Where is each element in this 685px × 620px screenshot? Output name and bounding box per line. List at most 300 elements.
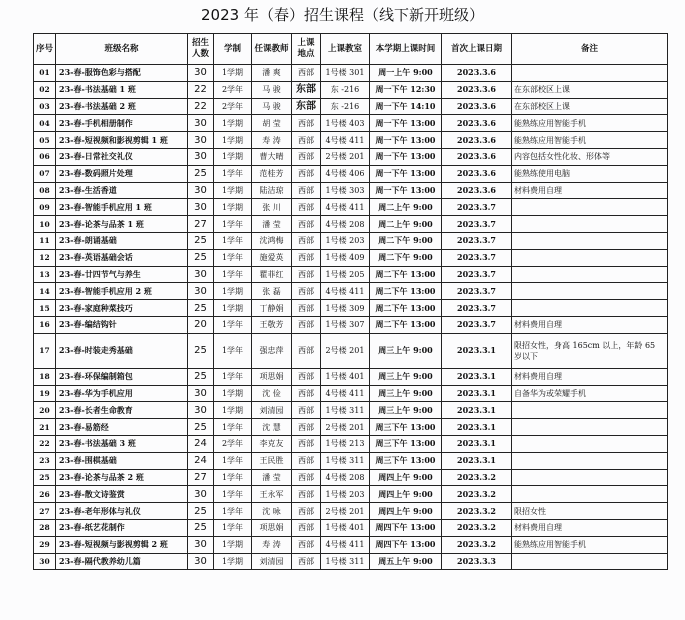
cell-room: 1号楼 309: [321, 300, 370, 317]
cell-seq: 17: [34, 333, 56, 368]
cell-class-name: 23-春-廿四节气与养生: [56, 266, 188, 283]
cell-time: 周一上午 9:00: [370, 65, 442, 82]
cell-term: 1学年: [214, 469, 252, 486]
cell-teacher: 刘清园: [252, 402, 292, 419]
cell-class-name: 23-春-英语基础会话: [56, 249, 188, 266]
header-note: 备注: [512, 34, 668, 65]
cell-note: 限招女性，身高 165cm 以上，年龄 65 岁以下: [512, 333, 668, 368]
cell-room: 1号楼 401: [321, 368, 370, 385]
cell-class-name: 23-春-时装走秀基础: [56, 333, 188, 368]
cell-place: 东部: [292, 81, 321, 98]
cell-term: 1学年: [214, 503, 252, 520]
table-row: [34, 65, 668, 82]
table-row: [34, 98, 668, 115]
cell-room: 1号楼 303: [321, 182, 370, 199]
table-row: [34, 486, 668, 503]
cell-term: 1学年: [214, 333, 252, 368]
cell-room: 2号楼 201: [321, 419, 370, 436]
header-teacher: 任课教师: [252, 34, 292, 65]
cell-count: 20: [188, 316, 214, 333]
cell-time: 周三下午 13:00: [370, 419, 442, 436]
cell-teacher: 项思娟: [252, 519, 292, 536]
cell-class-name: 23-春-老年形体与礼仪: [56, 503, 188, 520]
cell-time: 周四上午 9:00: [370, 486, 442, 503]
course-table: [33, 33, 668, 570]
cell-room: 1号楼 205: [321, 266, 370, 283]
cell-room: 4号楼 411: [321, 199, 370, 216]
cell-time: 周二上午 9:00: [370, 199, 442, 216]
cell-note: [512, 199, 668, 216]
cell-room: 1号楼 311: [321, 553, 370, 570]
cell-count: 27: [188, 216, 214, 233]
cell-place: 西部: [292, 368, 321, 385]
cell-count: 30: [188, 132, 214, 149]
cell-date: 2023.3.1: [442, 402, 512, 419]
cell-class-name: 23-春-围棋基础: [56, 452, 188, 469]
cell-term: 1学年: [214, 216, 252, 233]
cell-count: 30: [188, 385, 214, 402]
cell-count: 25: [188, 249, 214, 266]
cell-teacher: 陆洁琼: [252, 182, 292, 199]
cell-note: [512, 266, 668, 283]
cell-date: 2023.3.7: [442, 300, 512, 317]
cell-teacher: 王永军: [252, 486, 292, 503]
cell-term: 1学期: [214, 199, 252, 216]
cell-time: 周三上午 9:00: [370, 333, 442, 368]
cell-class-name: 23-春-生活香道: [56, 182, 188, 199]
cell-place: 西部: [292, 182, 321, 199]
cell-note: [512, 452, 668, 469]
cell-teacher: 潘 爽: [252, 65, 292, 82]
table-row: [34, 283, 668, 300]
cell-date: 2023.3.6: [442, 165, 512, 182]
table-row: [34, 216, 668, 233]
cell-place: 西部: [292, 553, 321, 570]
cell-teacher: 瞿菲红: [252, 266, 292, 283]
cell-class-name: 23-春-长者生命教育: [56, 402, 188, 419]
cell-class-name: 23-春-智能手机应用 2 班: [56, 283, 188, 300]
cell-teacher: 沈 俭: [252, 385, 292, 402]
cell-place: 西部: [292, 435, 321, 452]
cell-place: 西部: [292, 333, 321, 368]
table-row: [34, 199, 668, 216]
cell-time: 周三上午 9:00: [370, 368, 442, 385]
cell-seq: 05: [34, 132, 56, 149]
cell-class-name: 23-春-短视频和影视剪辑 1 班: [56, 132, 188, 149]
cell-seq: 21: [34, 419, 56, 436]
cell-class-name: 23-春-数码照片处理: [56, 165, 188, 182]
header-row: [34, 34, 668, 65]
cell-note: 内容包括女性化妆、形体等: [512, 148, 668, 165]
cell-seq: 01: [34, 65, 56, 82]
cell-class-name: 23-春-手机相册制作: [56, 115, 188, 132]
cell-time: 周二下午 13:00: [370, 266, 442, 283]
cell-seq: 04: [34, 115, 56, 132]
cell-seq: 23: [34, 452, 56, 469]
cell-note: [512, 402, 668, 419]
cell-term: 1学年: [214, 165, 252, 182]
cell-note: 能熟练应用智能手机: [512, 132, 668, 149]
cell-note: [512, 553, 668, 570]
cell-room: 1号楼 311: [321, 402, 370, 419]
cell-room: 1号楼 203: [321, 232, 370, 249]
cell-teacher: 沈 慧: [252, 419, 292, 436]
cell-teacher: 曹大晴: [252, 148, 292, 165]
cell-count: 30: [188, 65, 214, 82]
cell-time: 周三下午 13:00: [370, 452, 442, 469]
cell-room: 2号楼 201: [321, 333, 370, 368]
cell-seq: 13: [34, 266, 56, 283]
cell-room: 4号楼 208: [321, 216, 370, 233]
cell-seq: 29: [34, 536, 56, 553]
cell-seq: 22: [34, 435, 56, 452]
cell-room: 4号楼 411: [321, 132, 370, 149]
cell-room: 东 -216: [321, 81, 370, 98]
cell-count: 30: [188, 115, 214, 132]
cell-note: 材料费用自理: [512, 368, 668, 385]
cell-class-name: 23-春-编结钩针: [56, 316, 188, 333]
cell-place: 西部: [292, 469, 321, 486]
cell-count: 30: [188, 283, 214, 300]
cell-room: 1号楼 307: [321, 316, 370, 333]
cell-term: 1学年: [214, 368, 252, 385]
table-row: [34, 266, 668, 283]
cell-room: 4号楼 208: [321, 469, 370, 486]
cell-place: 西部: [292, 65, 321, 82]
cell-class-name: 23-春-书法基础 1 班: [56, 81, 188, 98]
header-term: 学制: [214, 34, 252, 65]
cell-place: 西部: [292, 385, 321, 402]
cell-place: 西部: [292, 452, 321, 469]
cell-seq: 27: [34, 503, 56, 520]
table-row: [34, 519, 668, 536]
header-name: 班级名称: [56, 34, 188, 65]
page-title: 2023 年（春）招生课程（线下新开班级）: [201, 6, 484, 24]
cell-date: 2023.3.2: [442, 486, 512, 503]
cell-teacher: 张 磊: [252, 283, 292, 300]
cell-time: 周一下午 13:00: [370, 115, 442, 132]
cell-date: 2023.3.6: [442, 65, 512, 82]
cell-room: 4号楼 411: [321, 385, 370, 402]
cell-class-name: 23-春-朗诵基础: [56, 232, 188, 249]
cell-date: 2023.3.7: [442, 283, 512, 300]
cell-date: 2023.3.1: [442, 333, 512, 368]
cell-term: 1学期: [214, 132, 252, 149]
cell-class-name: 23-春-家庭种菜技巧: [56, 300, 188, 317]
cell-term: 1学年: [214, 316, 252, 333]
cell-term: 1学期: [214, 148, 252, 165]
cell-term: 2学年: [214, 81, 252, 98]
cell-class-name: 23-春-易筋经: [56, 419, 188, 436]
cell-teacher: 潘 莹: [252, 469, 292, 486]
cell-time: 周二下午 9:00: [370, 232, 442, 249]
cell-teacher: 潘 莹: [252, 216, 292, 233]
cell-teacher: 施爱英: [252, 249, 292, 266]
cell-term: 1学期: [214, 402, 252, 419]
cell-date: 2023.3.1: [442, 452, 512, 469]
cell-time: 周三上午 9:00: [370, 385, 442, 402]
header-date: 首次上课日期: [442, 34, 512, 65]
cell-term: 1学期: [214, 300, 252, 317]
cell-count: 25: [188, 503, 214, 520]
cell-date: 2023.3.3: [442, 553, 512, 570]
cell-seq: 15: [34, 300, 56, 317]
cell-room: 1号楼 203: [321, 486, 370, 503]
cell-teacher: 寿 涛: [252, 132, 292, 149]
cell-room: 1号楼 213: [321, 435, 370, 452]
cell-room: 1号楼 301: [321, 65, 370, 82]
cell-room: 1号楼 403: [321, 115, 370, 132]
table-row: [34, 536, 668, 553]
cell-count: 30: [188, 553, 214, 570]
cell-time: 周四下午 13:00: [370, 519, 442, 536]
cell-place: 西部: [292, 232, 321, 249]
table-row: [34, 182, 668, 199]
cell-place: 西部: [292, 199, 321, 216]
cell-term: 1学期: [214, 385, 252, 402]
header-place: 上课地点: [292, 34, 321, 65]
cell-term: 1学年: [214, 452, 252, 469]
cell-place: 西部: [292, 419, 321, 436]
cell-place: 西部: [292, 249, 321, 266]
cell-class-name: 23-春-智能手机应用 1 班: [56, 199, 188, 216]
cell-note: [512, 283, 668, 300]
cell-place: 西部: [292, 536, 321, 553]
cell-count: 25: [188, 519, 214, 536]
cell-place: 东部: [292, 98, 321, 115]
cell-term: 1学年: [214, 486, 252, 503]
cell-seq: 03: [34, 98, 56, 115]
cell-teacher: 强忠萍: [252, 333, 292, 368]
cell-teacher: 张 川: [252, 199, 292, 216]
cell-teacher: 王敬芳: [252, 316, 292, 333]
cell-count: 30: [188, 199, 214, 216]
cell-class-name: 23-春-书法基础 2 班: [56, 98, 188, 115]
cell-teacher: 项思娟: [252, 368, 292, 385]
table-row: [34, 132, 668, 149]
cell-room: 2号楼 201: [321, 503, 370, 520]
cell-date: 2023.3.6: [442, 81, 512, 98]
cell-seq: 10: [34, 216, 56, 233]
cell-count: 24: [188, 435, 214, 452]
table-row: [34, 503, 668, 520]
cell-teacher: 王民胜: [252, 452, 292, 469]
table-row: [34, 165, 668, 182]
cell-seq: 11: [34, 232, 56, 249]
cell-date: 2023.3.1: [442, 368, 512, 385]
table-row: [34, 333, 668, 368]
cell-teacher: 沈 咏: [252, 503, 292, 520]
table-row: [34, 232, 668, 249]
cell-seq: 30: [34, 553, 56, 570]
cell-teacher: 李克友: [252, 435, 292, 452]
cell-count: 25: [188, 232, 214, 249]
cell-note: 能熟练使用电脑: [512, 165, 668, 182]
cell-count: 30: [188, 266, 214, 283]
cell-term: 1学期: [214, 65, 252, 82]
cell-date: 2023.3.7: [442, 232, 512, 249]
cell-date: 2023.3.6: [442, 98, 512, 115]
cell-note: [512, 216, 668, 233]
cell-place: 西部: [292, 148, 321, 165]
cell-time: 周一下午 13:00: [370, 148, 442, 165]
cell-time: 周二下午 13:00: [370, 300, 442, 317]
cell-class-name: 23-春-短视频与影视剪辑 2 班: [56, 536, 188, 553]
cell-place: 西部: [292, 165, 321, 182]
cell-place: 西部: [292, 216, 321, 233]
cell-date: 2023.3.2: [442, 536, 512, 553]
header-room: 上课教室: [321, 34, 370, 65]
cell-date: 2023.3.7: [442, 316, 512, 333]
cell-seq: 16: [34, 316, 56, 333]
cell-note: 材料费用自理: [512, 316, 668, 333]
cell-count: 25: [188, 368, 214, 385]
header-time: 本学期上课时间: [370, 34, 442, 65]
cell-count: 30: [188, 536, 214, 553]
cell-note: 限招女性: [512, 503, 668, 520]
cell-note: 在东部校区上课: [512, 81, 668, 98]
cell-class-name: 23-春-环保编制箱包: [56, 368, 188, 385]
cell-date: 2023.3.2: [442, 469, 512, 486]
cell-seq: 09: [34, 199, 56, 216]
cell-seq: 06: [34, 148, 56, 165]
cell-date: 2023.3.2: [442, 503, 512, 520]
cell-count: 25: [188, 333, 214, 368]
cell-time: 周二下午 9:00: [370, 249, 442, 266]
cell-time: 周一下午 14:10: [370, 98, 442, 115]
cell-date: 2023.3.7: [442, 266, 512, 283]
cell-term: 2学年: [214, 435, 252, 452]
table-row: [34, 115, 668, 132]
cell-seq: 14: [34, 283, 56, 300]
cell-class-name: 23-春-隔代教养幼儿篇: [56, 553, 188, 570]
cell-class-name: 23-春-论茶与品茶 2 班: [56, 469, 188, 486]
table-row: [34, 249, 668, 266]
cell-time: 周二下午 13:00: [370, 316, 442, 333]
cell-note: [512, 300, 668, 317]
cell-place: 西部: [292, 316, 321, 333]
cell-term: 1学期: [214, 553, 252, 570]
cell-count: 22: [188, 98, 214, 115]
cell-term: 1学年: [214, 266, 252, 283]
cell-time: 周五上午 9:00: [370, 553, 442, 570]
cell-place: 西部: [292, 486, 321, 503]
cell-count: 30: [188, 402, 214, 419]
cell-note: 在东部校区上课: [512, 98, 668, 115]
cell-seq: 08: [34, 182, 56, 199]
cell-place: 西部: [292, 266, 321, 283]
cell-place: 西部: [292, 519, 321, 536]
cell-note: [512, 232, 668, 249]
cell-note: 自备华为或荣耀手机: [512, 385, 668, 402]
cell-date: 2023.3.1: [442, 435, 512, 452]
cell-seq: 26: [34, 486, 56, 503]
cell-date: 2023.3.6: [442, 148, 512, 165]
cell-date: 2023.3.1: [442, 385, 512, 402]
table-row: [34, 419, 668, 436]
cell-teacher: 丁静娟: [252, 300, 292, 317]
cell-place: 西部: [292, 402, 321, 419]
cell-date: 2023.3.1: [442, 419, 512, 436]
cell-note: 材料费用自理: [512, 182, 668, 199]
cell-count: 27: [188, 469, 214, 486]
cell-count: 24: [188, 452, 214, 469]
cell-note: [512, 486, 668, 503]
cell-seq: 02: [34, 81, 56, 98]
cell-place: 西部: [292, 503, 321, 520]
table-row: [34, 81, 668, 98]
cell-room: 东 -216: [321, 98, 370, 115]
cell-class-name: 23-春-日常社交礼仪: [56, 148, 188, 165]
cell-time: 周四上午 9:00: [370, 503, 442, 520]
cell-time: 周一下午 13:00: [370, 165, 442, 182]
cell-note: [512, 435, 668, 452]
cell-place: 西部: [292, 283, 321, 300]
cell-room: 1号楼 311: [321, 452, 370, 469]
cell-note: [512, 469, 668, 486]
cell-term: 2学年: [214, 98, 252, 115]
cell-note: [512, 65, 668, 82]
table-row: [34, 385, 668, 402]
cell-class-name: 23-春-服饰色彩与搭配: [56, 65, 188, 82]
cell-term: 1学期: [214, 536, 252, 553]
cell-place: 西部: [292, 115, 321, 132]
cell-class-name: 23-春-散文诗鉴赏: [56, 486, 188, 503]
cell-time: 周四上午 9:00: [370, 469, 442, 486]
table-row: [34, 368, 668, 385]
cell-date: 2023.3.7: [442, 199, 512, 216]
cell-term: 1学期: [214, 182, 252, 199]
cell-room: 4号楼 411: [321, 536, 370, 553]
cell-date: 2023.3.6: [442, 182, 512, 199]
table-row: [34, 316, 668, 333]
cell-count: 25: [188, 165, 214, 182]
cell-date: 2023.3.2: [442, 519, 512, 536]
cell-time: 周三下午 13:00: [370, 435, 442, 452]
cell-date: 2023.3.7: [442, 216, 512, 233]
cell-place: 西部: [292, 300, 321, 317]
cell-term: 1学期: [214, 283, 252, 300]
cell-seq: 19: [34, 385, 56, 402]
cell-count: 30: [188, 486, 214, 503]
cell-count: 22: [188, 81, 214, 98]
cell-teacher: 寿 涛: [252, 536, 292, 553]
cell-note: [512, 419, 668, 436]
cell-note: 能熟练应用智能手机: [512, 115, 668, 132]
cell-count: 25: [188, 419, 214, 436]
cell-seq: 18: [34, 368, 56, 385]
cell-time: 周二下午 13:00: [370, 283, 442, 300]
cell-seq: 28: [34, 519, 56, 536]
cell-date: 2023.3.7: [442, 249, 512, 266]
cell-seq: 07: [34, 165, 56, 182]
cell-count: 30: [188, 148, 214, 165]
cell-class-name: 23-春-纸艺花制作: [56, 519, 188, 536]
cell-teacher: 马 骏: [252, 81, 292, 98]
cell-count: 30: [188, 182, 214, 199]
cell-seq: 25: [34, 469, 56, 486]
cell-note: 能熟练应用智能手机: [512, 536, 668, 553]
table-row: [34, 452, 668, 469]
cell-place: 西部: [292, 132, 321, 149]
cell-class-name: 23-春-论茶与品茶 1 班: [56, 216, 188, 233]
cell-room: 4号楼 411: [321, 283, 370, 300]
cell-date: 2023.3.6: [442, 132, 512, 149]
cell-teacher: 马 骏: [252, 98, 292, 115]
cell-teacher: 范桂芳: [252, 165, 292, 182]
table-row: [34, 435, 668, 452]
cell-class-name: 23-春-华为手机应用: [56, 385, 188, 402]
